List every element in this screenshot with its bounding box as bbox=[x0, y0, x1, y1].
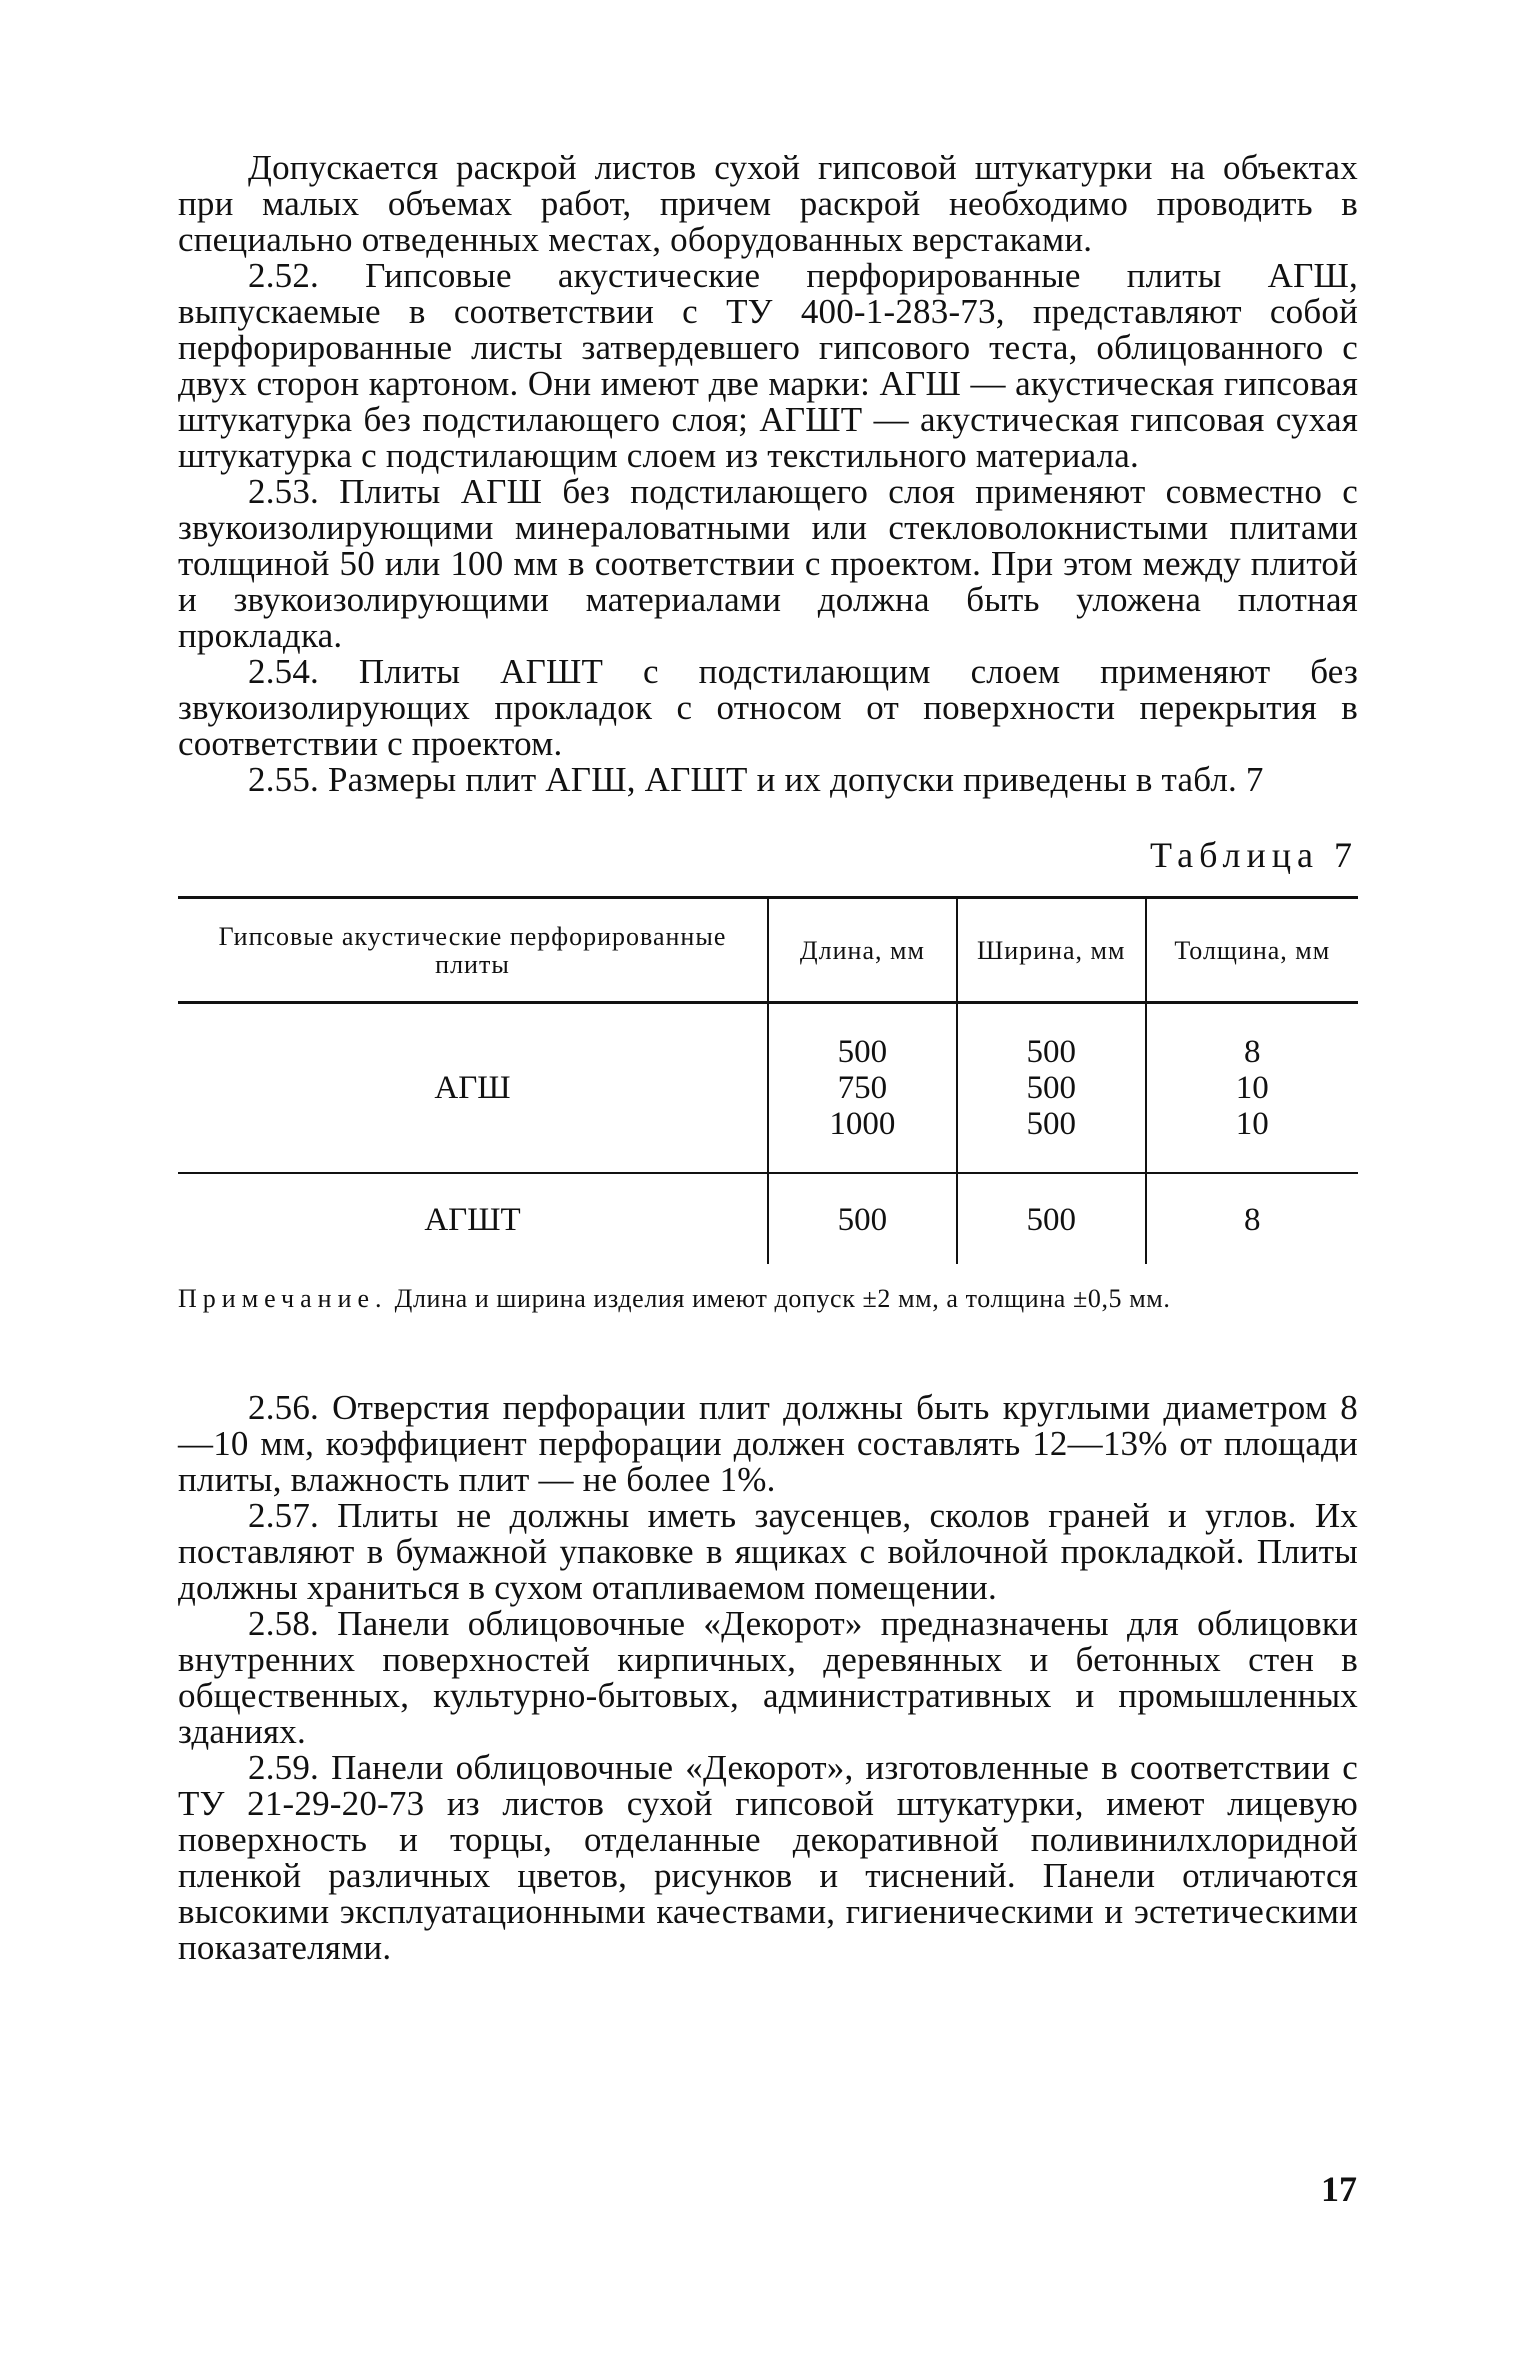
paragraph-2-55: 2.55. Размеры плит АГШ, АГШТ и их допуски приведены в табл. 7 bbox=[248, 760, 1264, 799]
paragraph-2-54: 2.54. Плиты АГШТ с подстилающим слоем применяют без звукоизолирующих прокладок с относом от поверхности перекрытия в соответствии с проектом. bbox=[178, 652, 1358, 763]
header-thickness: Толщина, мм bbox=[1146, 898, 1358, 1003]
header-length: Длина, мм bbox=[768, 898, 957, 1003]
table-7 bbox=[178, 896, 1358, 1264]
paragraph-2-57: 2.57. Плиты не должны иметь заусенцев, сколов граней и углов. Их поставляют в бумажной упаковке в ящиках с войлочной прокладкой. Плиты должны храниться в сухом отапливаемом помещении. bbox=[178, 1496, 1358, 1607]
paragraph-2-58: 2.58. Панели облицовочные «Декорот» предназначены для облицовки внутренних поверхностей кирпичных, деревянных и бетонных стен в общественных, культурно-бытовых, административных и промышленных зданиях. bbox=[178, 1604, 1358, 1751]
page-number: 17 bbox=[1321, 2169, 1357, 2209]
cell-thickness: 8 10 10 bbox=[1146, 1003, 1358, 1174]
note-label: Примечание. bbox=[178, 1284, 388, 1313]
paragraph-intro: Допускается раскрой листов сухой гипсовой штукатурки на объектах при малых объемах работ, причем раскрой необходимо проводить в специально отведенных местах, оборудованных верстаками. bbox=[178, 148, 1358, 259]
page-content bbox=[178, 150, 1358, 1966]
table-header-row bbox=[178, 898, 1358, 1003]
table-caption: Таблица 7 bbox=[1150, 835, 1358, 875]
cell-thickness: 8 bbox=[1146, 1173, 1358, 1264]
cell-width: 500 500 500 bbox=[957, 1003, 1146, 1174]
paragraph-2-52: 2.52. Гипсовые акустические перфорированные плиты АГШ, выпускаемые в соответствии с ТУ 400-1-283-73, представляют собой перфорированные листы затвердевшего гипсового теста, облицованного с двух сторон картоном. Они имеют две марки: АГШ — акустическая гипсовая штукатурка без подстилающего слоя; АГШТ — акустическая гипсовая сухая штукатурка с подстилающим слоем из текстильного материала. bbox=[178, 256, 1358, 475]
cell-product: АГШ bbox=[178, 1003, 768, 1174]
cell-width: 500 bbox=[957, 1173, 1146, 1264]
paragraph-2-56: 2.56. Отверстия перфорации плит должны быть круглыми диаметром 8—10 мм, коэффициент перфорации должен составлять 12—13% от площади плиты, влажность плит — не более 1%. bbox=[178, 1388, 1358, 1499]
table-row bbox=[178, 1003, 1358, 1174]
table-row bbox=[178, 1173, 1358, 1264]
header-width: Ширина, мм bbox=[957, 898, 1146, 1003]
header-product: Гипсовые акустические перфорированные плиты bbox=[218, 922, 727, 979]
cell-length: 500 750 1000 bbox=[768, 1003, 957, 1174]
cell-product: АГШТ bbox=[424, 1202, 521, 1238]
paragraph-2-59: 2.59. Панели облицовочные «Декорот», изготовленные в соответствии с ТУ 21-29-20-73 из листов сухой гипсовой штукатурки, имеют лицевую поверхность и торцы, отделанные декоративной поливинилхлоридной пленкой различных цветов, рисунков и тиснений. Панели отличаются высокими эксплуатационными качествами, гигиеническими и эстетическими показателями. bbox=[178, 1748, 1358, 1967]
note-text: Длина и ширина изделия имеют допуск ±2 мм, а толщина ±0,5 мм. bbox=[394, 1284, 1171, 1313]
table-note bbox=[178, 1284, 1358, 1314]
cell-length: 500 bbox=[768, 1173, 957, 1264]
paragraph-2-53: 2.53. Плиты АГШ без подстилающего слоя применяют совместно с звукоизолирующими минераловатными или стекловолокнистыми плитами толщиной 50 или 100 мм в соответствии с проектом. При этом между плитой и звукоизолирующими материалами должна быть уложена плотная прокладка. bbox=[178, 472, 1358, 655]
